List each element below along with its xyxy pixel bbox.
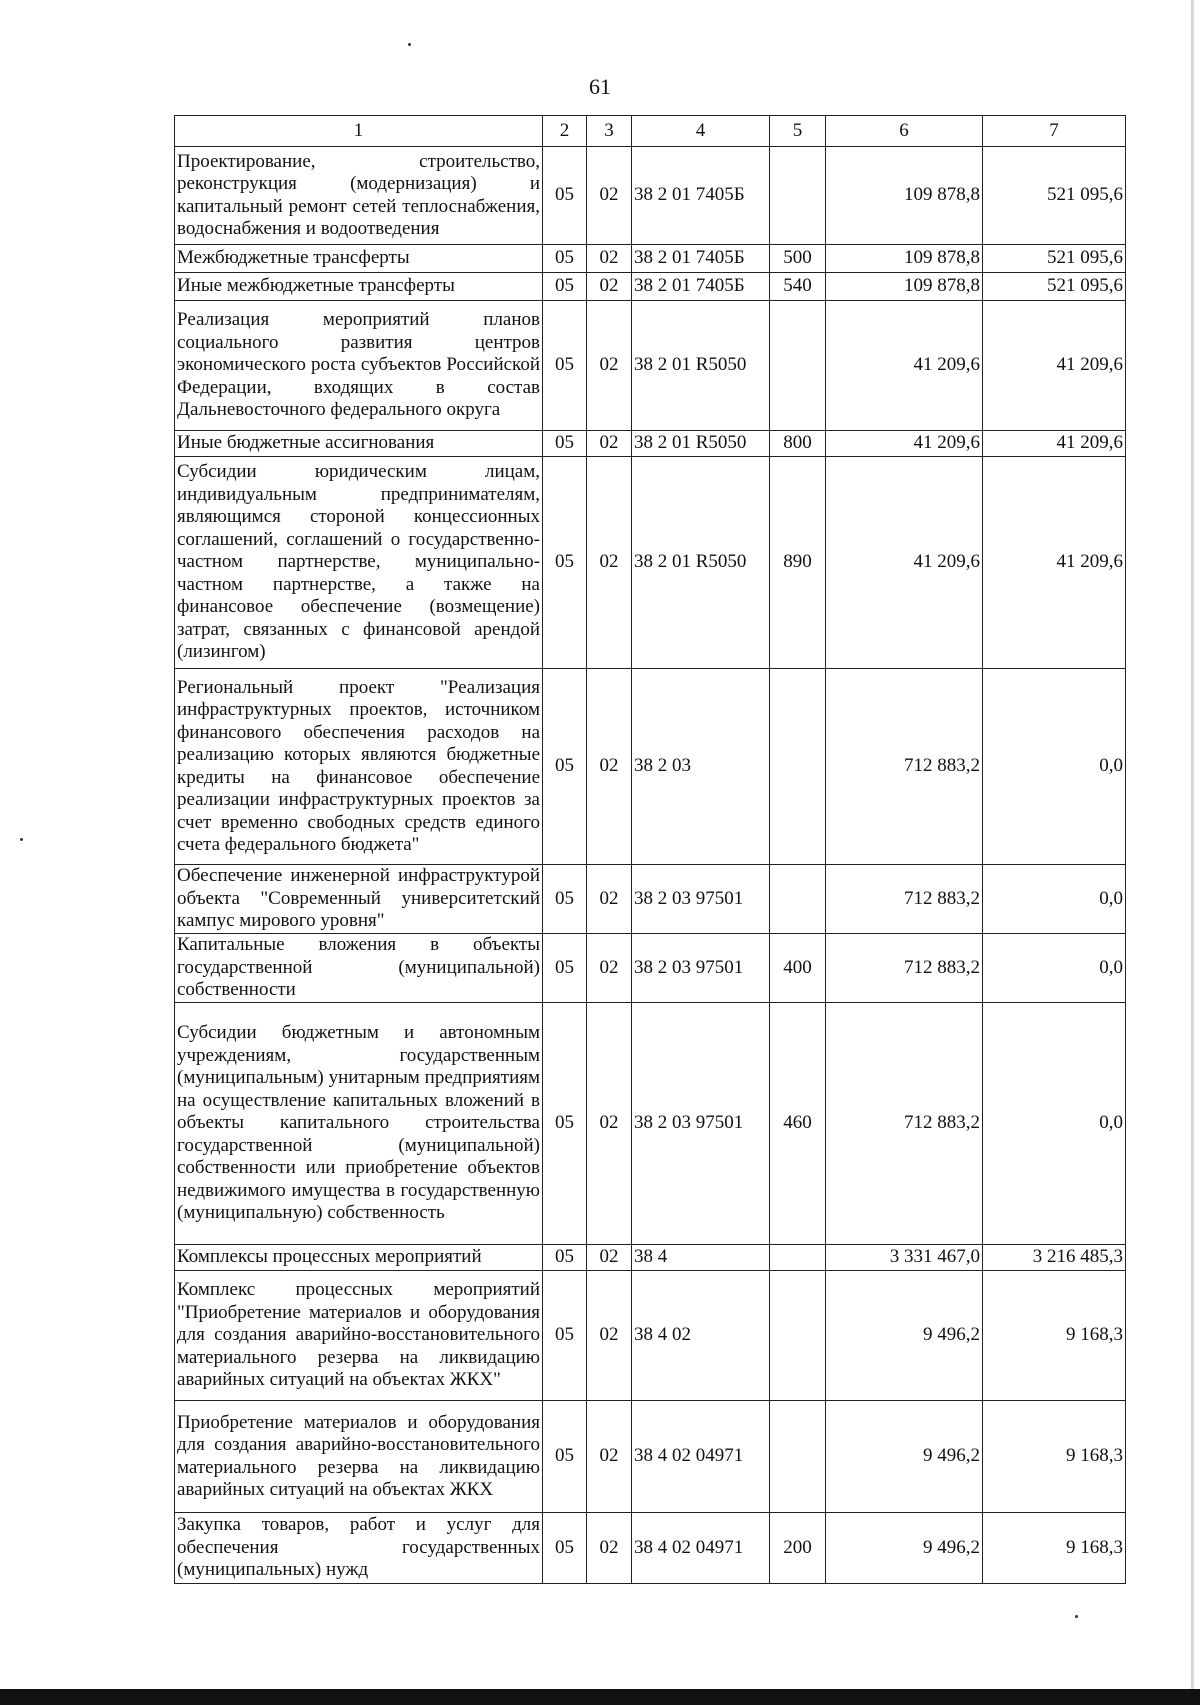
amount-year-2: 9 168,3: [983, 1513, 1126, 1584]
column-header: 2: [543, 116, 587, 147]
budget-table-wrapper: [174, 115, 1126, 1584]
target-article-code: 38 4: [632, 1245, 770, 1271]
table-row: [175, 273, 1126, 301]
scan-speck: [20, 838, 23, 841]
target-article-code: 38 4 02 04971: [632, 1513, 770, 1584]
column-header: 5: [770, 116, 826, 147]
target-article-code: 38 2 01 R5050: [632, 431, 770, 457]
amount-year-2: 3 216 485,3: [983, 1245, 1126, 1271]
row-description: Капитальные вложения в объекты государственной (муниципальной) собственности: [175, 934, 543, 1003]
row-description: Региональный проект "Реализация инфраструктурных проектов, источником финансового обеспечения расходов на реализацию которых являются бюджетные кредиты на финансовое обеспечение реализации инфраструктурных проектов за счет временно свободных средств единого счета федерального бюджета": [175, 669, 543, 865]
expense-type-code: [770, 301, 826, 431]
subsection-code: 02: [587, 934, 632, 1003]
row-description: Комплексы процессных мероприятий: [175, 1245, 543, 1271]
row-description: Реализация мероприятий планов социального развития центров экономического роста субъектов Российской Федерации, входящих в состав Дальневосточного федерального округа: [175, 301, 543, 431]
target-article-code: 38 2 01 R5050: [632, 301, 770, 431]
subsection-code: 02: [587, 865, 632, 934]
table-row: [175, 1271, 1126, 1401]
section-code: 05: [543, 865, 587, 934]
amount-year-2: 9 168,3: [983, 1401, 1126, 1513]
column-header: 7: [983, 116, 1126, 147]
subsection-code: 02: [587, 147, 632, 245]
amount-year-2: 0,0: [983, 865, 1126, 934]
table-row: [175, 865, 1126, 934]
expense-type-code: [770, 147, 826, 245]
row-description: Проектирование, строительство, реконструкция (модернизация) и капитальный ремонт сетей теплоснабжения, водоснабжения и водоотведения: [175, 147, 543, 245]
table-row: [175, 1513, 1126, 1584]
target-article-code: 38 2 01 7405Б: [632, 245, 770, 273]
amount-year-1: 109 878,8: [826, 273, 983, 301]
expense-type-code: 400: [770, 934, 826, 1003]
expense-type-code: 890: [770, 457, 826, 669]
amount-year-2: 0,0: [983, 1003, 1126, 1245]
amount-year-1: 712 883,2: [826, 865, 983, 934]
scan-speck: [408, 43, 411, 46]
amount-year-2: 521 095,6: [983, 245, 1126, 273]
expense-type-code: [770, 1271, 826, 1401]
page-number: 61: [589, 74, 611, 99]
amount-year-2: 521 095,6: [983, 147, 1126, 245]
subsection-code: 02: [587, 301, 632, 431]
amount-year-1: 712 883,2: [826, 1003, 983, 1245]
expense-type-code: 540: [770, 273, 826, 301]
subsection-code: 02: [587, 431, 632, 457]
subsection-code: 02: [587, 1513, 632, 1584]
amount-year-2: 0,0: [983, 934, 1126, 1003]
table-row: [175, 669, 1126, 865]
amount-year-1: 3 331 467,0: [826, 1245, 983, 1271]
budget-table: [174, 115, 1126, 1584]
target-article-code: 38 2 01 7405Б: [632, 147, 770, 245]
target-article-code: 38 2 03 97501: [632, 934, 770, 1003]
amount-year-2: 41 209,6: [983, 301, 1126, 431]
section-code: 05: [543, 934, 587, 1003]
expense-type-code: 800: [770, 431, 826, 457]
table-row: [175, 431, 1126, 457]
subsection-code: 02: [587, 1401, 632, 1513]
table-row: [175, 934, 1126, 1003]
section-code: 05: [543, 301, 587, 431]
row-description: Субсидии юридическим лицам, индивидуальным предпринимателям, являющимся стороной концессионных соглашений, соглашений о государственно-частном партнерстве, муниципально-частном партнерстве, а также на финансовое обеспечение (возмещение) затрат, связанных с финансовой арендой (лизингом): [175, 457, 543, 669]
subsection-code: 02: [587, 669, 632, 865]
expense-type-code: [770, 669, 826, 865]
section-code: 05: [543, 457, 587, 669]
target-article-code: 38 2 01 7405Б: [632, 273, 770, 301]
table-row: [175, 245, 1126, 273]
amount-year-1: 9 496,2: [826, 1401, 983, 1513]
column-header: 4: [632, 116, 770, 147]
amount-year-2: 41 209,6: [983, 431, 1126, 457]
column-header: 6: [826, 116, 983, 147]
amount-year-1: 712 883,2: [826, 669, 983, 865]
table-row: [175, 301, 1126, 431]
amount-year-1: 41 209,6: [826, 301, 983, 431]
scan-bottom-border: [0, 1689, 1200, 1705]
row-description: Иные межбюджетные трансферты: [175, 273, 543, 301]
expense-type-code: [770, 1245, 826, 1271]
expense-type-code: [770, 865, 826, 934]
target-article-code: 38 4 02 04971: [632, 1401, 770, 1513]
row-description: Закупка товаров, работ и услуг для обеспечения государственных (муниципальных) нужд: [175, 1513, 543, 1584]
section-code: 05: [543, 1003, 587, 1245]
subsection-code: 02: [587, 1271, 632, 1401]
table-body: [175, 116, 1126, 1584]
expense-type-code: 460: [770, 1003, 826, 1245]
section-code: 05: [543, 1245, 587, 1271]
amount-year-2: 9 168,3: [983, 1271, 1126, 1401]
amount-year-1: 109 878,8: [826, 147, 983, 245]
table-row: [175, 1003, 1126, 1245]
target-article-code: 38 2 03 97501: [632, 865, 770, 934]
row-description: Иные бюджетные ассигнования: [175, 431, 543, 457]
target-article-code: 38 2 03 97501: [632, 1003, 770, 1245]
amount-year-2: 41 209,6: [983, 457, 1126, 669]
section-code: 05: [543, 1271, 587, 1401]
section-code: 05: [543, 1401, 587, 1513]
row-description: Субсидии бюджетным и автономным учреждениям, государственным (муниципальным) унитарным предприятиям на осуществление капитальных вложений в объекты капитального строительства государственной (муниципальной) собственности или приобретение объектов недвижимого имущества в государственную (муниципальную) собственность: [175, 1003, 543, 1245]
target-article-code: 38 4 02: [632, 1271, 770, 1401]
section-code: 05: [543, 147, 587, 245]
column-header: 1: [175, 116, 543, 147]
section-code: 05: [543, 1513, 587, 1584]
row-description: Обеспечение инженерной инфраструктурой объекта "Современный университетский кампус мирового уровня": [175, 865, 543, 934]
expense-type-code: 200: [770, 1513, 826, 1584]
amount-year-1: 712 883,2: [826, 934, 983, 1003]
scan-edge-shadow: [1191, 0, 1194, 1705]
amount-year-1: 41 209,6: [826, 457, 983, 669]
section-code: 05: [543, 245, 587, 273]
subsection-code: 02: [587, 1245, 632, 1271]
section-code: 05: [543, 431, 587, 457]
target-article-code: 38 2 03: [632, 669, 770, 865]
scan-speck: [1075, 1615, 1078, 1618]
row-description: Межбюджетные трансферты: [175, 245, 543, 273]
target-article-code: 38 2 01 R5050: [632, 457, 770, 669]
amount-year-1: 41 209,6: [826, 431, 983, 457]
table-row: [175, 1245, 1126, 1271]
subsection-code: 02: [587, 1003, 632, 1245]
expense-type-code: 500: [770, 245, 826, 273]
amount-year-2: 0,0: [983, 669, 1126, 865]
section-code: 05: [543, 669, 587, 865]
column-header: 3: [587, 116, 632, 147]
subsection-code: 02: [587, 273, 632, 301]
expense-type-code: [770, 1401, 826, 1513]
column-header-row: [175, 116, 1126, 147]
subsection-code: 02: [587, 245, 632, 273]
section-code: 05: [543, 273, 587, 301]
table-row: [175, 1401, 1126, 1513]
amount-year-1: 9 496,2: [826, 1271, 983, 1401]
table-row: [175, 147, 1126, 245]
row-description: Приобретение материалов и оборудования для создания аварийно-восстановительного материального резерва на ликвидацию аварийных ситуаций на объектах ЖКХ: [175, 1401, 543, 1513]
amount-year-2: 521 095,6: [983, 273, 1126, 301]
amount-year-1: 9 496,2: [826, 1513, 983, 1584]
table-row: [175, 457, 1126, 669]
amount-year-1: 109 878,8: [826, 245, 983, 273]
row-description: Комплекс процессных мероприятий "Приобретение материалов и оборудования для создания аварийно-восстановительного материального резерва на ликвидацию аварийных ситуаций на объектах ЖКХ": [175, 1271, 543, 1401]
subsection-code: 02: [587, 457, 632, 669]
